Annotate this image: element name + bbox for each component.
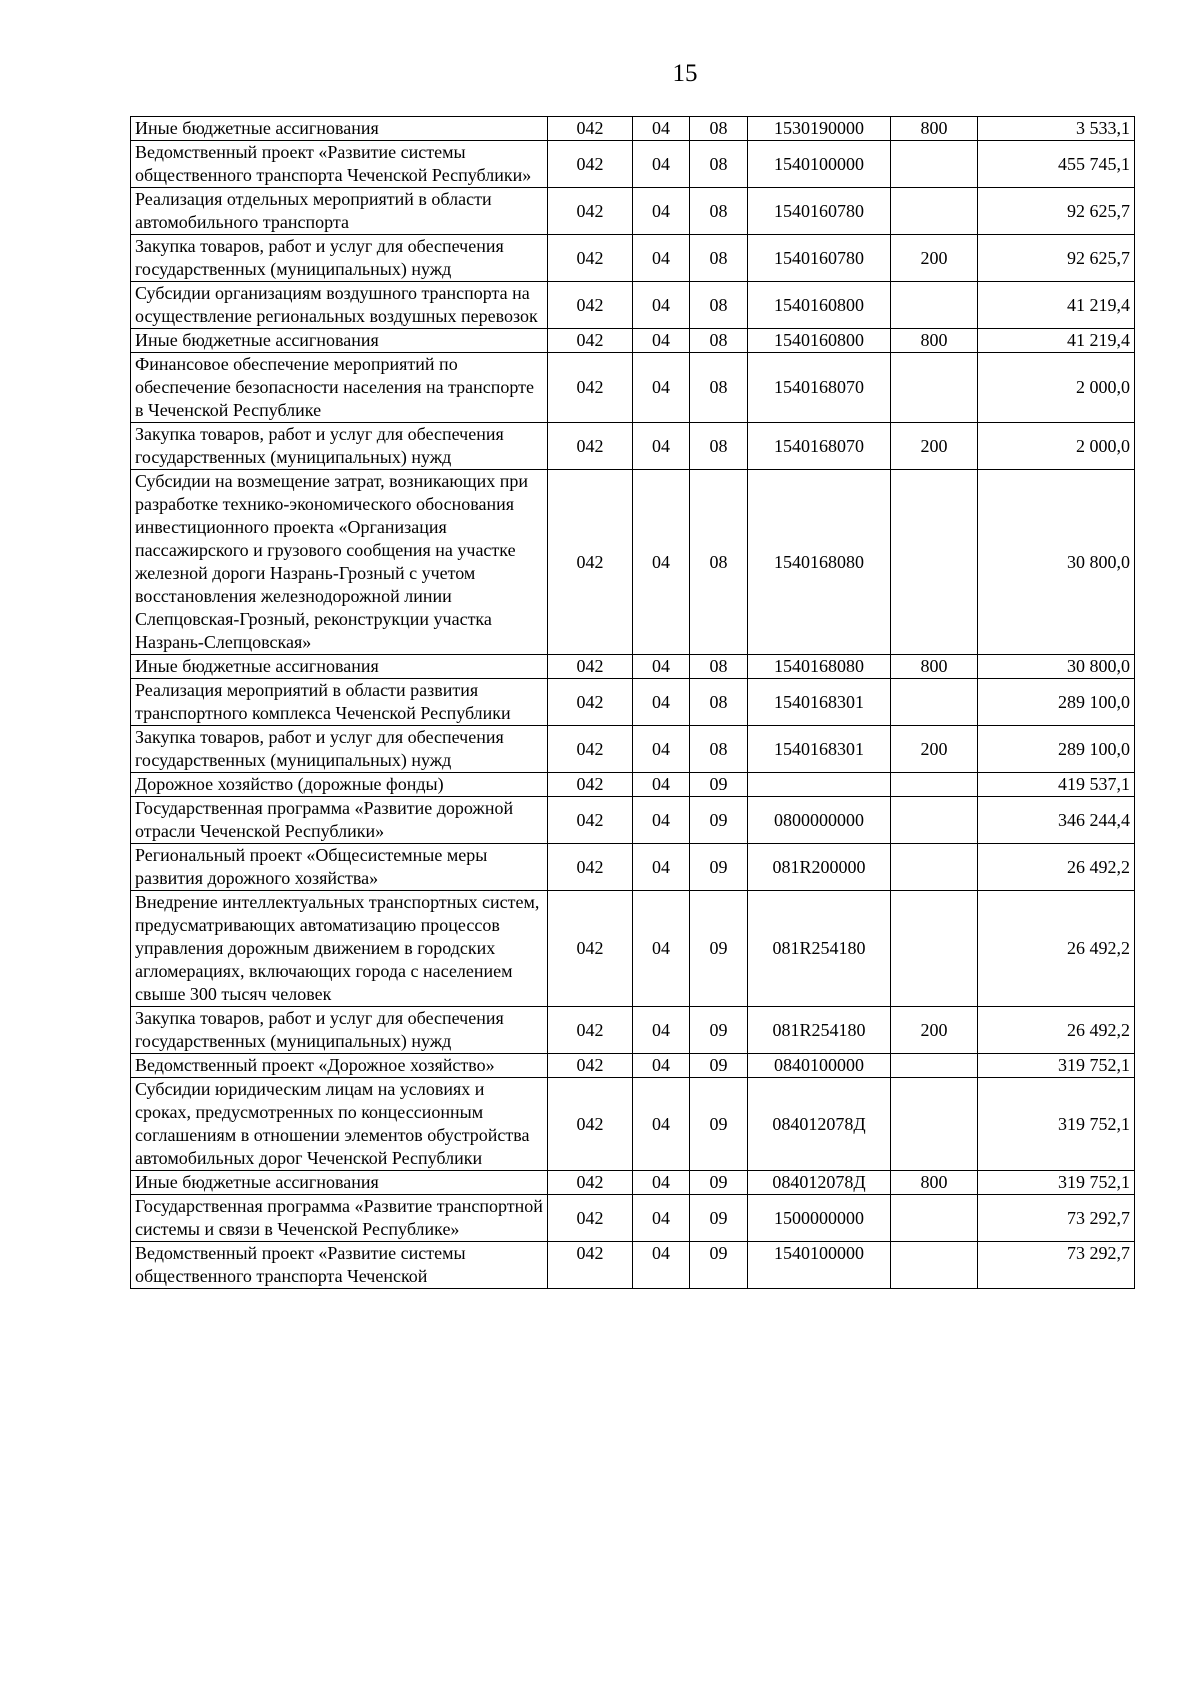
expense-type-cell — [891, 1054, 978, 1078]
item-name-cell: Субсидии юридическим лицам на условиях и сроках, предусмотренных по концессионным соглашениям в отношении элементов обустройства автомобильных дорог Чеченской Республики — [131, 1078, 548, 1171]
expense-type-cell: 200 — [891, 235, 978, 282]
grbs-code-cell: 042 — [548, 773, 633, 797]
expense-type-cell — [891, 679, 978, 726]
table-body — [131, 117, 1135, 1289]
item-name-cell: Ведомственный проект «Развитие системы общественного транспорта Чеченской Республики» — [131, 141, 548, 188]
section-code-cell: 04 — [633, 329, 690, 353]
expense-type-cell: 800 — [891, 117, 978, 141]
section-code-cell: 04 — [633, 1078, 690, 1171]
section-code-cell: 04 — [633, 282, 690, 329]
item-name-cell: Субсидии организациям воздушного транспорта на осуществление региональных воздушных перевозок — [131, 282, 548, 329]
table-row — [131, 655, 1135, 679]
section-code-cell: 04 — [633, 141, 690, 188]
section-code-cell: 04 — [633, 797, 690, 844]
subsection-code-cell: 09 — [690, 1054, 748, 1078]
table-row — [131, 1078, 1135, 1171]
grbs-code-cell: 042 — [548, 470, 633, 655]
target-article-cell: 1540168080 — [748, 470, 891, 655]
amount-cell: 289 100,0 — [978, 726, 1135, 773]
item-name-cell: Ведомственный проект «Дорожное хозяйство» — [131, 1054, 548, 1078]
amount-cell: 319 752,1 — [978, 1054, 1135, 1078]
target-article-cell: 1540160780 — [748, 235, 891, 282]
target-article-cell: 081R254180 — [748, 891, 891, 1007]
subsection-code-cell: 09 — [690, 1007, 748, 1054]
target-article-cell: 1530190000 — [748, 117, 891, 141]
table-row — [131, 891, 1135, 1007]
grbs-code-cell: 042 — [548, 655, 633, 679]
amount-cell: 419 537,1 — [978, 773, 1135, 797]
amount-cell: 30 800,0 — [978, 655, 1135, 679]
item-name-cell: Закупка товаров, работ и услуг для обеспечения государственных (муниципальных) нужд — [131, 423, 548, 470]
section-code-cell: 04 — [633, 1195, 690, 1242]
section-code-cell: 04 — [633, 423, 690, 470]
item-name-cell: Иные бюджетные ассигнования — [131, 655, 548, 679]
target-article-cell — [748, 773, 891, 797]
table-row — [131, 188, 1135, 235]
amount-cell: 41 219,4 — [978, 329, 1135, 353]
grbs-code-cell: 042 — [548, 797, 633, 844]
target-article-cell: 1540100000 — [748, 141, 891, 188]
target-article-cell: 1540168080 — [748, 655, 891, 679]
target-article-cell: 1540160800 — [748, 282, 891, 329]
expense-type-cell — [891, 844, 978, 891]
expense-type-cell: 800 — [891, 329, 978, 353]
target-article-cell: 081R254180 — [748, 1007, 891, 1054]
grbs-code-cell: 042 — [548, 188, 633, 235]
section-code-cell: 04 — [633, 1242, 690, 1289]
amount-cell: 289 100,0 — [978, 679, 1135, 726]
target-article-cell: 1540168301 — [748, 726, 891, 773]
grbs-code-cell: 042 — [548, 1195, 633, 1242]
section-code-cell: 04 — [633, 891, 690, 1007]
table-row — [131, 470, 1135, 655]
amount-cell: 319 752,1 — [978, 1171, 1135, 1195]
item-name-cell: Дорожное хозяйство (дорожные фонды) — [131, 773, 548, 797]
amount-cell: 30 800,0 — [978, 470, 1135, 655]
table-row — [131, 1242, 1135, 1289]
target-article-cell: 1540160800 — [748, 329, 891, 353]
amount-cell: 26 492,2 — [978, 1007, 1135, 1054]
table-row — [131, 329, 1135, 353]
expense-type-cell: 200 — [891, 726, 978, 773]
grbs-code-cell: 042 — [548, 1054, 633, 1078]
grbs-code-cell: 042 — [548, 329, 633, 353]
subsection-code-cell: 08 — [690, 655, 748, 679]
grbs-code-cell: 042 — [548, 235, 633, 282]
subsection-code-cell: 09 — [690, 1171, 748, 1195]
expense-type-cell — [891, 891, 978, 1007]
expense-type-cell — [891, 773, 978, 797]
expense-type-cell — [891, 1195, 978, 1242]
item-name-cell: Государственная программа «Развитие дорожной отрасли Чеченской Республики» — [131, 797, 548, 844]
grbs-code-cell: 042 — [548, 117, 633, 141]
section-code-cell: 04 — [633, 679, 690, 726]
amount-cell: 26 492,2 — [978, 844, 1135, 891]
item-name-cell: Ведомственный проект «Развитие системы общественного транспорта Чеченской — [131, 1242, 548, 1289]
section-code-cell: 04 — [633, 353, 690, 423]
subsection-code-cell: 09 — [690, 773, 748, 797]
subsection-code-cell: 09 — [690, 1195, 748, 1242]
table-row — [131, 844, 1135, 891]
table-row — [131, 1195, 1135, 1242]
section-code-cell: 04 — [633, 1171, 690, 1195]
amount-cell: 26 492,2 — [978, 891, 1135, 1007]
item-name-cell: Закупка товаров, работ и услуг для обеспечения государственных (муниципальных) нужд — [131, 235, 548, 282]
subsection-code-cell: 09 — [690, 797, 748, 844]
amount-cell: 73 292,7 — [978, 1242, 1135, 1289]
grbs-code-cell: 042 — [548, 679, 633, 726]
amount-cell: 2 000,0 — [978, 353, 1135, 423]
section-code-cell: 04 — [633, 1007, 690, 1054]
table-row — [131, 773, 1135, 797]
target-article-cell: 0800000000 — [748, 797, 891, 844]
item-name-cell: Региональный проект «Общесистемные меры развития дорожного хозяйства» — [131, 844, 548, 891]
expense-type-cell — [891, 1078, 978, 1171]
table-row — [131, 117, 1135, 141]
expense-type-cell — [891, 282, 978, 329]
page-number: 15 — [672, 60, 698, 87]
expense-type-cell: 800 — [891, 1171, 978, 1195]
subsection-code-cell: 08 — [690, 423, 748, 470]
amount-cell: 346 244,4 — [978, 797, 1135, 844]
section-code-cell: 04 — [633, 188, 690, 235]
table-row — [131, 1171, 1135, 1195]
subsection-code-cell: 09 — [690, 844, 748, 891]
table-row — [131, 679, 1135, 726]
subsection-code-cell: 08 — [690, 188, 748, 235]
section-code-cell: 04 — [633, 655, 690, 679]
target-article-cell: 1540168301 — [748, 679, 891, 726]
expense-type-cell — [891, 353, 978, 423]
target-article-cell: 1540168070 — [748, 353, 891, 423]
subsection-code-cell: 08 — [690, 329, 748, 353]
table-row — [131, 141, 1135, 188]
expense-type-cell: 800 — [891, 655, 978, 679]
amount-cell: 41 219,4 — [978, 282, 1135, 329]
grbs-code-cell: 042 — [548, 1171, 633, 1195]
expense-type-cell — [891, 797, 978, 844]
table-row — [131, 726, 1135, 773]
subsection-code-cell: 08 — [690, 141, 748, 188]
target-article-cell: 084012078Д — [748, 1171, 891, 1195]
amount-cell: 92 625,7 — [978, 188, 1135, 235]
table-row — [131, 797, 1135, 844]
section-code-cell: 04 — [633, 117, 690, 141]
target-article-cell: 1500000000 — [748, 1195, 891, 1242]
subsection-code-cell: 08 — [690, 470, 748, 655]
expense-type-cell — [891, 141, 978, 188]
grbs-code-cell: 042 — [548, 423, 633, 470]
expense-type-cell: 200 — [891, 423, 978, 470]
item-name-cell: Иные бюджетные ассигнования — [131, 1171, 548, 1195]
item-name-cell: Иные бюджетные ассигнования — [131, 117, 548, 141]
item-name-cell: Закупка товаров, работ и услуг для обеспечения государственных (муниципальных) нужд — [131, 1007, 548, 1054]
amount-cell: 3 533,1 — [978, 117, 1135, 141]
target-article-cell: 0840100000 — [748, 1054, 891, 1078]
item-name-cell: Государственная программа «Развитие транспортной системы и связи в Чеченской Республике» — [131, 1195, 548, 1242]
grbs-code-cell: 042 — [548, 282, 633, 329]
subsection-code-cell: 08 — [690, 353, 748, 423]
expense-type-cell — [891, 188, 978, 235]
grbs-code-cell: 042 — [548, 891, 633, 1007]
target-article-cell: 1540168070 — [748, 423, 891, 470]
subsection-code-cell: 09 — [690, 1078, 748, 1171]
amount-cell: 319 752,1 — [978, 1078, 1135, 1171]
subsection-code-cell: 09 — [690, 1242, 748, 1289]
grbs-code-cell: 042 — [548, 844, 633, 891]
subsection-code-cell: 08 — [690, 235, 748, 282]
table-row — [131, 1007, 1135, 1054]
item-name-cell: Внедрение интеллектуальных транспортных систем, предусматривающих автоматизацию процессов управления дорожным движением в городских агломерациях, включающих города с населением свыше 300 тысяч человек — [131, 891, 548, 1007]
subsection-code-cell: 08 — [690, 679, 748, 726]
expense-type-cell: 200 — [891, 1007, 978, 1054]
section-code-cell: 04 — [633, 235, 690, 282]
subsection-code-cell: 09 — [690, 891, 748, 1007]
amount-cell: 2 000,0 — [978, 423, 1135, 470]
grbs-code-cell: 042 — [548, 141, 633, 188]
target-article-cell: 1540100000 — [748, 1242, 891, 1289]
target-article-cell: 084012078Д — [748, 1078, 891, 1171]
subsection-code-cell: 08 — [690, 117, 748, 141]
grbs-code-cell: 042 — [548, 1242, 633, 1289]
section-code-cell: 04 — [633, 726, 690, 773]
item-name-cell: Субсидии на возмещение затрат, возникающих при разработке технико-экономического обоснования инвестиционного проекта «Организация пассажирского и грузового сообщения на участке железной дороги Назрань-Грозный с учетом восстановления железнодорожной линии Слепцовская-Грозный, реконструкции участка Назрань-Слепцовская» — [131, 470, 548, 655]
grbs-code-cell: 042 — [548, 1078, 633, 1171]
subsection-code-cell: 08 — [690, 282, 748, 329]
target-article-cell: 081R200000 — [748, 844, 891, 891]
budget-table — [130, 116, 1135, 1289]
table-row — [131, 282, 1135, 329]
expense-type-cell — [891, 470, 978, 655]
grbs-code-cell: 042 — [548, 1007, 633, 1054]
item-name-cell: Закупка товаров, работ и услуг для обеспечения государственных (муниципальных) нужд — [131, 726, 548, 773]
table-row — [131, 235, 1135, 282]
subsection-code-cell: 08 — [690, 726, 748, 773]
grbs-code-cell: 042 — [548, 726, 633, 773]
amount-cell: 455 745,1 — [978, 141, 1135, 188]
item-name-cell: Иные бюджетные ассигнования — [131, 329, 548, 353]
amount-cell: 92 625,7 — [978, 235, 1135, 282]
section-code-cell: 04 — [633, 773, 690, 797]
item-name-cell: Реализация отдельных мероприятий в области автомобильного транспорта — [131, 188, 548, 235]
table-row — [131, 423, 1135, 470]
section-code-cell: 04 — [633, 470, 690, 655]
item-name-cell: Реализация мероприятий в области развития транспортного комплекса Чеченской Республики — [131, 679, 548, 726]
amount-cell: 73 292,7 — [978, 1195, 1135, 1242]
item-name-cell: Финансовое обеспечение мероприятий по обеспечение безопасности населения на транспорте в Чеченской Республике — [131, 353, 548, 423]
section-code-cell: 04 — [633, 844, 690, 891]
table-row — [131, 353, 1135, 423]
section-code-cell: 04 — [633, 1054, 690, 1078]
grbs-code-cell: 042 — [548, 353, 633, 423]
expense-type-cell — [891, 1242, 978, 1289]
target-article-cell: 1540160780 — [748, 188, 891, 235]
table-row — [131, 1054, 1135, 1078]
